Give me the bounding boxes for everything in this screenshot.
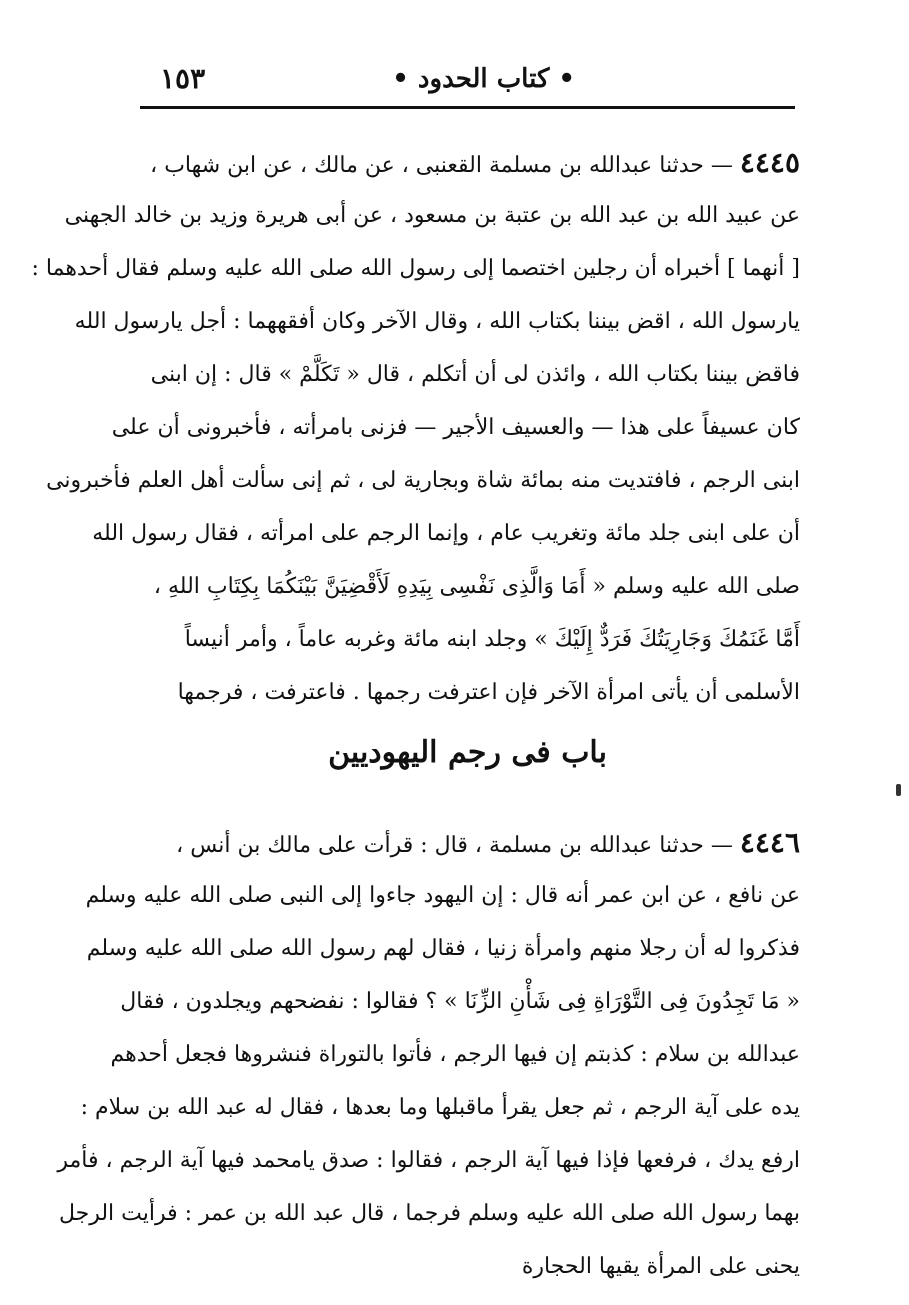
text-line: كان عسيفاً على هذا — والعسيف الأجير — فزنى بامرأته ، فأخبرونى أن على: [111, 415, 800, 440]
text-line: [ أنهما ] أخبراه أن رجلين اختصما إلى رسول الله صلى الله عليه وسلم فقال أحدهما :: [31, 256, 800, 281]
text-line: [140, 816, 800, 869]
text-line: ابنى الرجم ، فافتديت منه بمائة شاة وبجارية لى ، ثم إنى سألت أهل العلم فأخبرونى: [46, 468, 800, 493]
page-number: ١٥٣: [160, 62, 206, 95]
hadith-number: ٤٤٤٥: [739, 146, 800, 179]
page-header: [140, 62, 795, 102]
text-line: يحنى على المرأة يقيها الحجارة: [521, 1254, 800, 1279]
text-line: فذكروا له أن رجلا منهم وامرأة زنيا ، فقال لهم رسول الله صلى الله عليه وسلم: [86, 936, 800, 961]
margin-mark: [896, 784, 901, 796]
header-rule: [140, 106, 795, 109]
text-line: عن عبيد الله بن عبد الله بن عتبة بن مسعود ، عن أبى هريرة وزيد بن خالد الجهنى: [64, 203, 800, 228]
running-title: • كتاب الحدود •: [392, 64, 575, 94]
text-line: بهما رسول الله صلى الله عليه وسلم فرجما ، قال عبد الله بن عمر : فرأيت الرجل: [58, 1201, 800, 1226]
text-line: يارسول الله ، اقض بيننا بكتاب الله ، وقال الآخر وكان أفقههما : أجل يارسول الله: [74, 309, 800, 334]
hadith-4445: [31, 136, 800, 719]
text-line: أَمَّا غَنَمُكَ وَجَارِيَتُكَ فَرَدٌّ إِلَيْكَ » وجلد ابنه مائة وغربه عاماً ، وأمر أنيساً: [184, 627, 800, 652]
text-line: أن على ابنى جلد مائة وتغريب عام ، وإنما الرجم على امرأته ، فقال رسول الله: [92, 521, 800, 546]
text-line: فاقض بيننا بكتاب الله ، وائذن لى أن أتكلم ، قال « تَكَلَّمْ » قال : إن ابنى: [150, 362, 800, 387]
hadith-4446: [57, 816, 800, 1293]
line-text: — حدثنا عبدالله بن مسلمة ، قال : قرأت على مالك بن أنس ،: [176, 833, 733, 858]
hadith-number: ٤٤٤٦: [739, 826, 800, 859]
text-line: « مَا تَجِدُونَ فِى التَّوْرَاةِ فِى شَأْنِ الزِّنَا » ؟ فقالوا : نفضحهم ويجلدون ، فقال: [120, 989, 800, 1014]
text-line: صلى الله عليه وسلم « أَمَا وَالَّذِى نَفْسِى بِيَدِهِ لَأَقْضِيَنَّ بَيْنَكُمَا بِكِتَابِ اللهِ ،: [153, 574, 800, 599]
text-line: عن نافع ، عن ابن عمر أنه قال : إن اليهود جاءوا إلى النبى صلى الله عليه وسلم: [85, 883, 800, 908]
chapter-heading: باب فى رجم اليهوديين: [328, 735, 607, 770]
text-line: الأسلمى أن يأتى امرأة الآخر فإن اعترفت رجمها . فاعترفت ، فرجمها: [177, 680, 800, 705]
text-line: يده على آية الرجم ، ثم جعل يقرأ ماقبلها وما بعدها ، فقال له عبد الله بن سلام :: [80, 1095, 800, 1120]
line-text: — حدثنا عبدالله بن مسلمة القعنبى ، عن مالك ، عن ابن شهاب ،: [150, 153, 733, 178]
text-line: [140, 136, 800, 189]
text-line: ارفع يدك ، فرفعها فإذا فيها آية الرجم ، فقالوا : صدق يامحمد فيها آية الرجم ، فأمر: [57, 1148, 800, 1173]
text-line: عبدالله بن سلام : كذبتم إن فيها الرجم ، فأتوا بالتوراة فنشروها فجعل أحدهم: [110, 1042, 800, 1067]
